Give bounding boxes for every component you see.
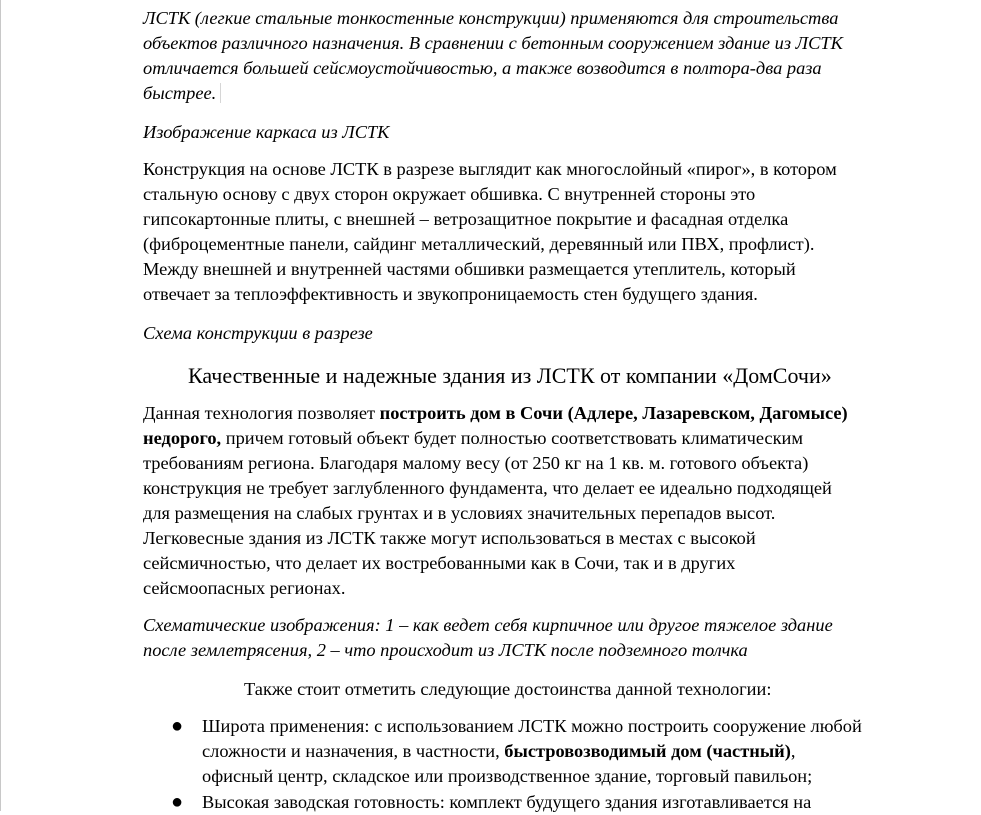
advantages-intro: Также стоит отметить следующие достоинства данной технологии: — [244, 679, 772, 699]
paragraph-line: сейсмоопасных регионах. — [143, 578, 346, 598]
bold-keyword-link: построить дом в Сочи (Адлере, Лазаревском, Дагомысе) — [379, 403, 848, 423]
text-cursor — [220, 83, 221, 103]
plain-text: причем готовый объект будет полностью соответствовать климатическим — [221, 428, 804, 448]
bold-keyword: недорого, — [143, 428, 222, 448]
caption-schematics — [143, 613, 833, 663]
intro-line: объектов различного назначения. В сравнении с бетонным сооружением здание из ЛСТК — [143, 33, 843, 53]
technology-paragraph — [143, 401, 848, 601]
paragraph-line-1 — [143, 401, 848, 426]
bullet-icon: ● — [171, 715, 184, 737]
plain-text: сложности и назначения, в частности, — [202, 741, 505, 761]
intro-line: отличается большей сейсмоустойчивостью, а также возводится в полтора-два раза — [143, 58, 822, 78]
intro-paragraph — [143, 6, 843, 106]
paragraph-line: Легковесные здания из ЛСТК также могут использоваться в местах с высокой — [143, 528, 756, 548]
caption-frame-image — [143, 120, 389, 145]
paragraph-line-2 — [143, 426, 848, 451]
paragraph-line: стальную основу с двух сторон окружает обшивка. С внутренней стороны это — [143, 184, 756, 204]
caption-line: Схематические изображения: 1 – как ведет себя кирпичное или другое тяжелое здание — [143, 615, 833, 635]
list-item — [143, 714, 943, 789]
list-item — [143, 790, 943, 815]
paragraph-line: требованиям региона. Благодаря малому весу (от 250 кг на 1 кв. м. готового объекта) — [143, 453, 809, 473]
paragraph-line: сейсмичностью, что делает их востребованными как в Сочи, так и в других — [143, 553, 736, 573]
bullet-icon: ● — [171, 791, 184, 813]
caption-line: после землетрясения, 2 – что происходит из ЛСТК после подземного толчка — [143, 640, 748, 660]
list-item-line: офисный центр, складское или производственное здание, торговый павильон; — [202, 766, 813, 786]
bold-keyword-link: быстровозводимый дом (частный) — [504, 741, 791, 761]
paragraph-line: Конструкция на основе ЛСТК в разрезе выглядит как многослойный «пирог», в котором — [143, 159, 837, 179]
paragraph-line: Между внешней и внутренней частями обшивки размещается утеплитель, который — [143, 259, 796, 279]
paragraph-line: для размещения на слабых грунтах и в условиях значительных перепадов высот. — [143, 503, 776, 523]
structure-paragraph — [143, 157, 837, 307]
paragraph-line: отвечает за теплоэффективность и звукопроницаемость стен будущего здания. — [143, 284, 758, 304]
caption-section-scheme — [143, 321, 373, 346]
plain-text: Данная технология позволяет — [143, 403, 380, 423]
page-left-edge — [0, 0, 1, 811]
list-item-line-2 — [202, 739, 943, 764]
paragraph-line: конструкция не требует заглубленного фундамента, что делает ее идеально подходящей — [143, 478, 832, 498]
section-heading: Качественные и надежные здания из ЛСТК от компании «ДомСочи» — [188, 363, 832, 388]
list-item-line: Широта применения: с использованием ЛСТК можно построить сооружение любой — [202, 716, 862, 736]
paragraph-line: (фиброцементные панели, сайдинг металлический, деревянный или ПВХ, профлист). — [143, 234, 815, 254]
paragraph-line: гипсокартонные плиты, с внешней – ветрозащитное покрытие и фасадная отделка — [143, 209, 789, 229]
intro-line-last — [143, 81, 843, 106]
caption-text: Схема конструкции в разрезе — [143, 323, 373, 343]
intro-line-text: быстрее. — [143, 83, 217, 103]
list-item-line: Высокая заводская готовность: комплект будущего здания изготавливается на — [202, 792, 812, 812]
caption-text: Изображение каркаса из ЛСТК — [143, 122, 390, 142]
plain-text: , — [790, 741, 796, 761]
advantages-list — [143, 714, 943, 815]
intro-line: ЛСТК (легкие стальные тонкостенные конструкции) применяются для строительства — [143, 8, 839, 28]
